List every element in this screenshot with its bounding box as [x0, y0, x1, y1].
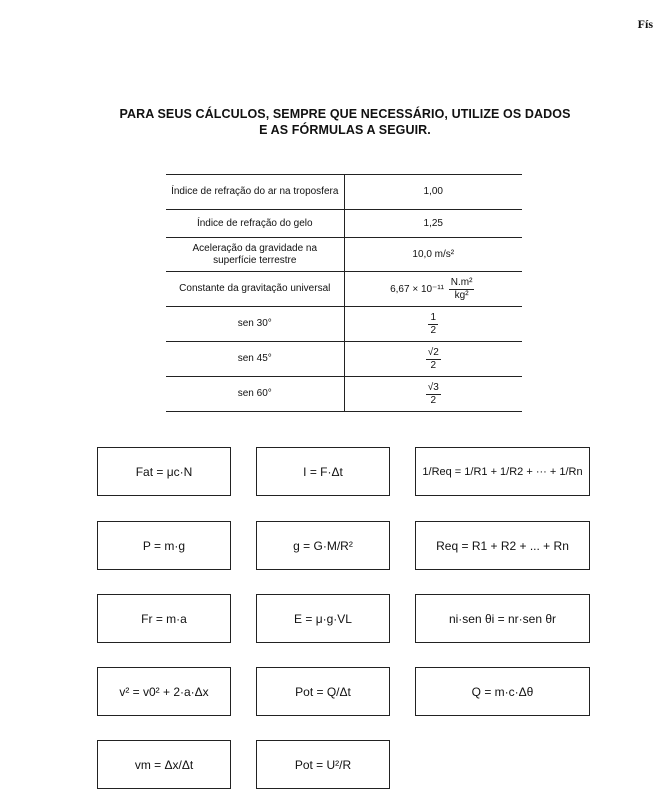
formula-calorimetry: Q = m·c·Δθ [415, 667, 590, 716]
constant-label: sen 30° [166, 307, 344, 342]
formula-series-resistors: Req = R1 + R2 + ... + Rn [415, 521, 590, 570]
constant-label: sen 45° [166, 342, 344, 377]
unit-denominator: kg² [454, 289, 469, 301]
formula-electric-power: Pot = U²/R [256, 740, 390, 789]
denominator: 2 [430, 324, 437, 336]
table-row [166, 307, 522, 342]
unit-numerator: N.m² [450, 276, 473, 288]
denominator: 2 [430, 359, 437, 371]
denominator: 2 [430, 394, 437, 406]
numerator: √2 [427, 346, 439, 358]
formula-parallel-resistors: 1/Req = 1/R1 + 1/R2 + ··· + 1/Rn [415, 447, 590, 496]
title-line-1: PARA SEUS CÁLCULOS, SEMPRE QUE NECESSÁRIO, UTILIZE OS DADOS [119, 107, 571, 121]
formula-newton: Fr = m·a [97, 594, 231, 643]
constant-value [344, 307, 522, 342]
gravitation-constant-value: 6,67 × 10⁻¹¹ [390, 283, 444, 295]
constants-table [166, 174, 522, 412]
constant-label: Índice de refração do ar na troposfera [166, 175, 344, 210]
table-row [166, 210, 522, 238]
sine-fraction [426, 382, 441, 407]
formula-mean-velocity: vm = Δx/Δt [97, 740, 231, 789]
table-row [166, 377, 522, 412]
formula-snell: ni·sen θi = nr·sen θr [415, 594, 590, 643]
constant-label: sen 60° [166, 377, 344, 412]
formula-impulse: I = F·Δt [256, 447, 390, 496]
constant-value [344, 272, 522, 307]
table-row [166, 272, 522, 307]
numerator: √3 [427, 381, 439, 393]
constant-value: 1,00 [344, 175, 522, 210]
constant-value: 10,0 m/s² [344, 238, 522, 272]
table-row [166, 342, 522, 377]
formula-buoyancy: E = μ·g·VL [256, 594, 390, 643]
formula-gravity: g = G·M/R² [256, 521, 390, 570]
formula-friction: Fat = μc·N [97, 447, 231, 496]
gravitation-unit [449, 277, 475, 302]
formula-weight: P = m·g [97, 521, 231, 570]
constant-label: Índice de refração do gelo [166, 210, 344, 238]
constant-value: 1,25 [344, 210, 522, 238]
constant-label: Aceleração da gravidade na superfície terrestre [166, 238, 344, 272]
title-line-2: E AS FÓRMULAS A SEGUIR. [259, 123, 431, 137]
subject-header: Fís [637, 17, 653, 31]
formula-torricelli: v² = v0² + 2·a·Δx [97, 667, 231, 716]
numerator: 1 [430, 311, 437, 323]
constant-label: Constante da gravitação universal [166, 272, 344, 307]
constant-value [344, 377, 522, 412]
formula-power-heat: Pot = Q/Δt [256, 667, 390, 716]
table-row [166, 175, 522, 210]
page-title [60, 106, 630, 138]
sine-fraction [426, 347, 441, 372]
constant-value [344, 342, 522, 377]
table-row [166, 238, 522, 272]
sine-fraction [428, 312, 438, 337]
